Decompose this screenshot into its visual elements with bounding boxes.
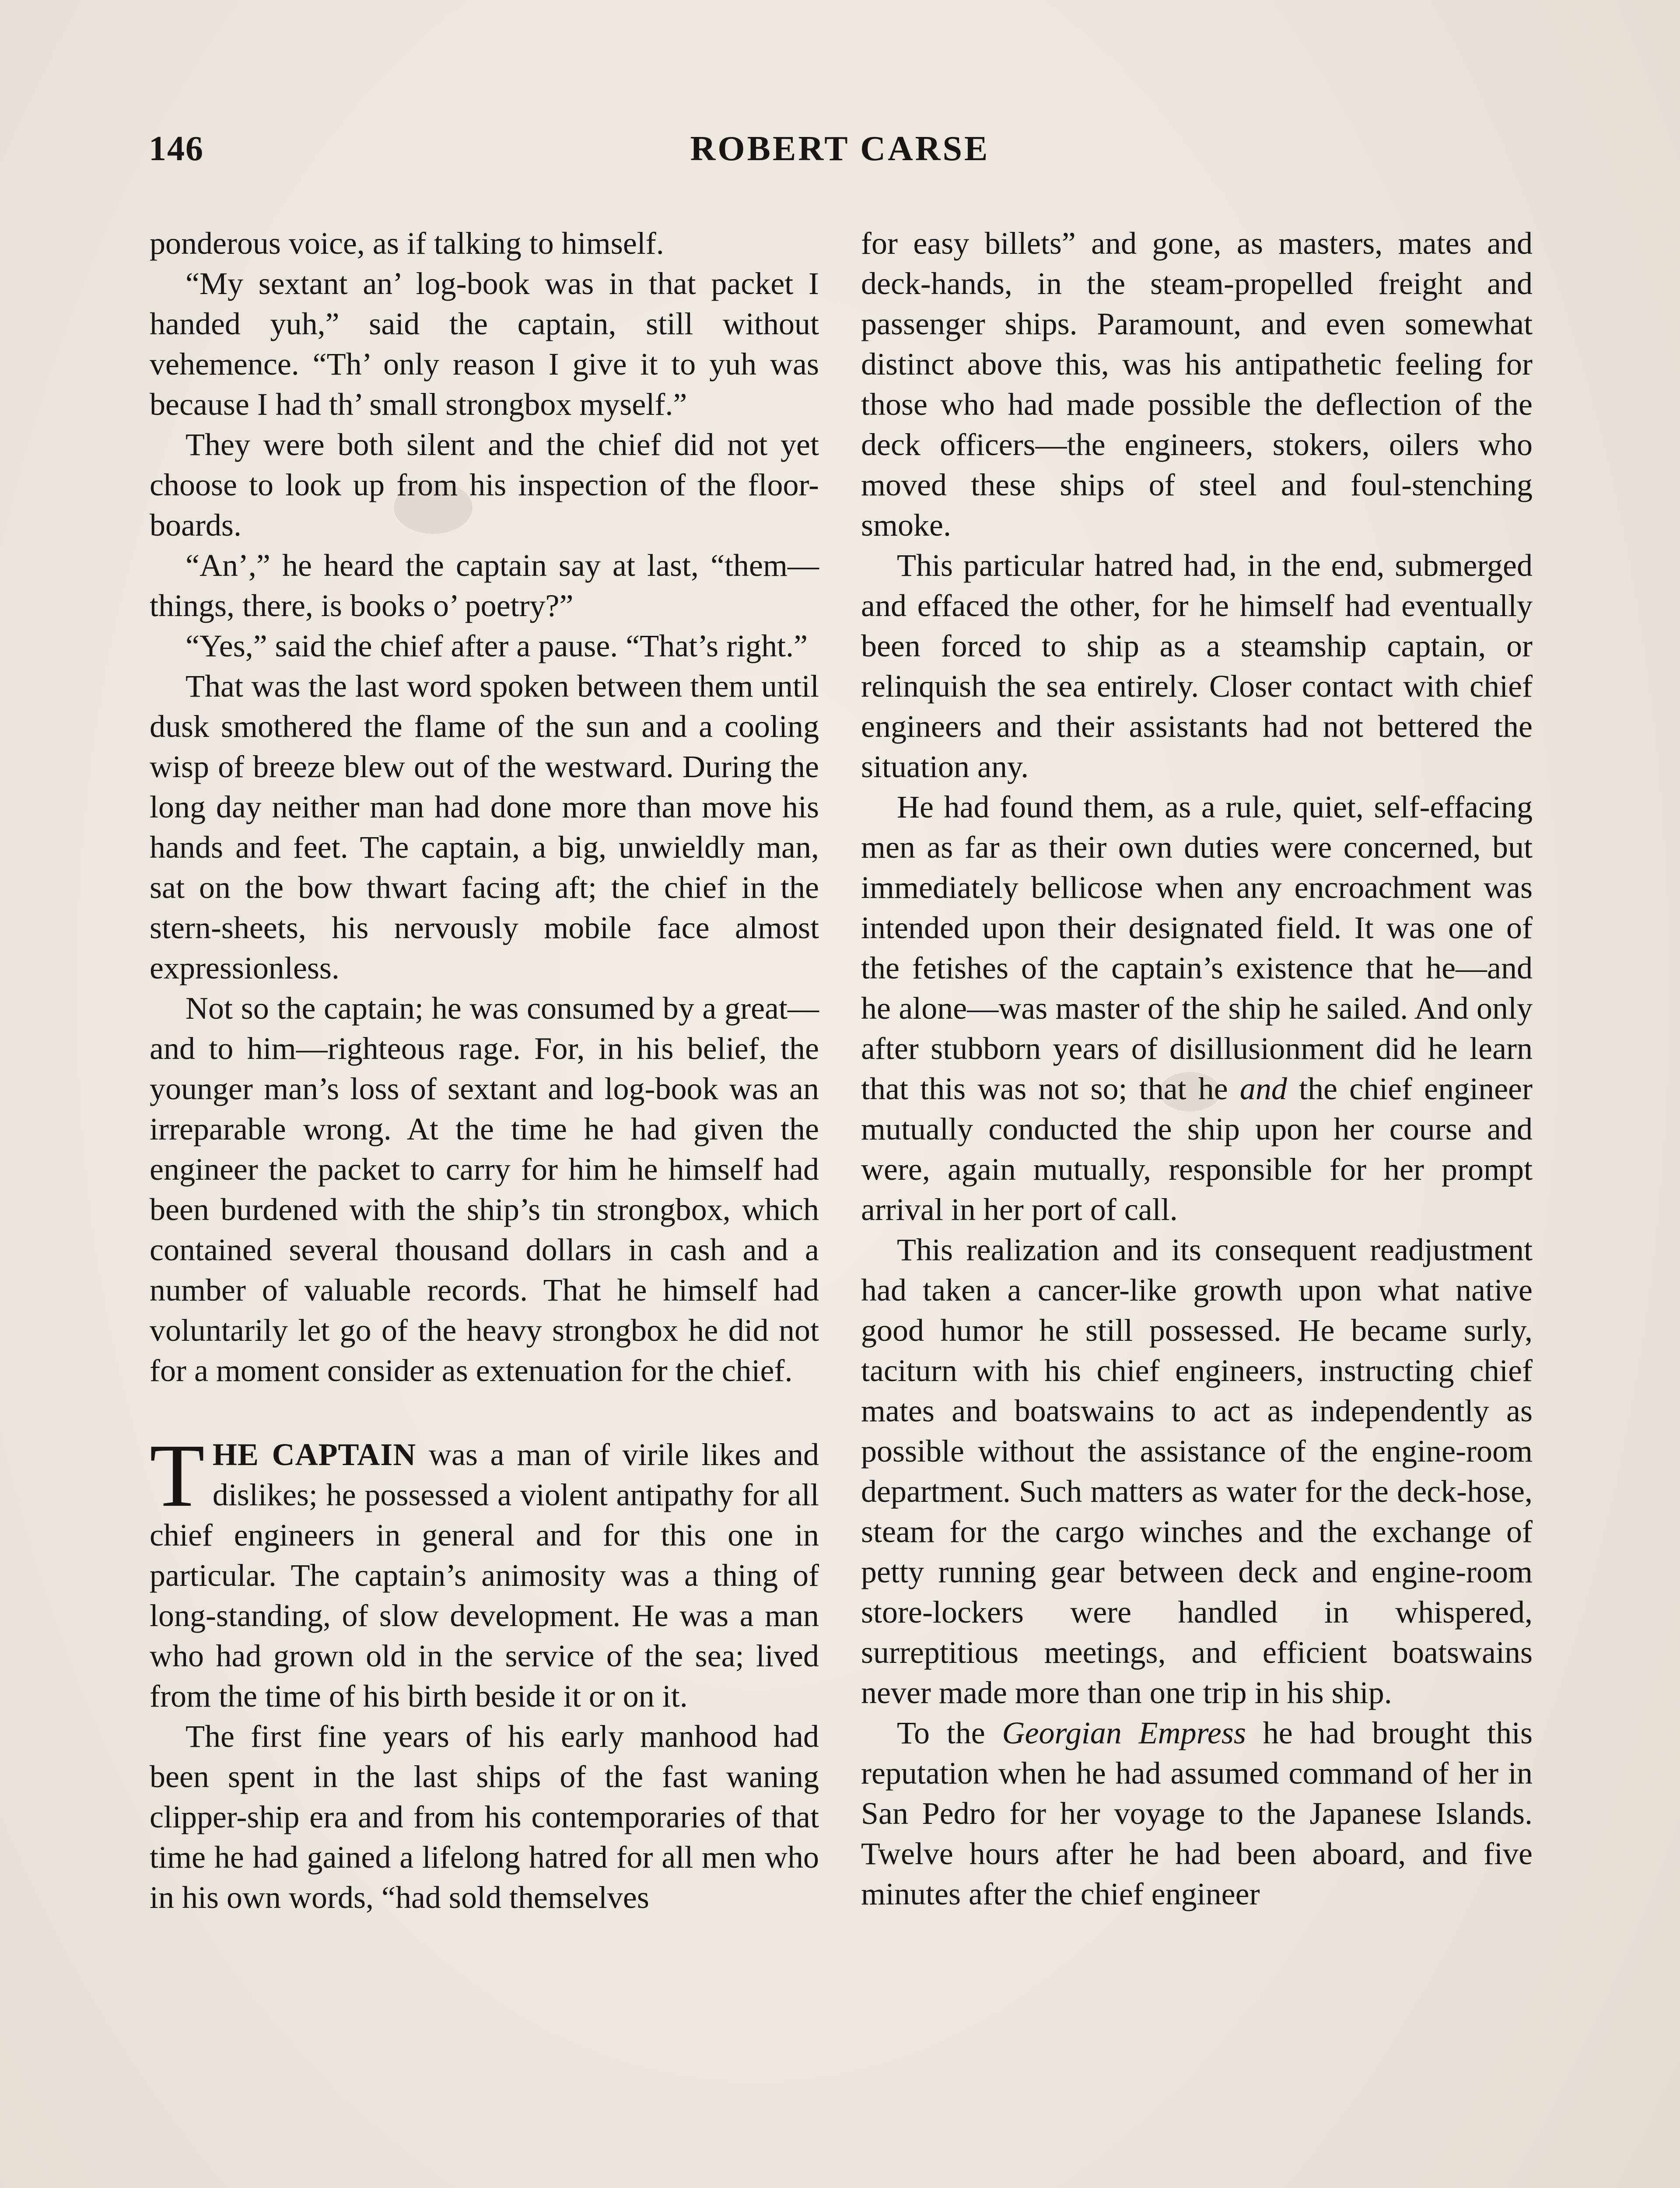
paragraph-text: the chief engineer mutually conducted the ship upon her course and were, again mutually, responsible for her prompt arrival in her port of call. <box>861 1071 1533 1227</box>
paragraph <box>861 787 1533 1230</box>
paragraph: “Yes,” said the chief after a pause. “That’s right.” <box>186 628 808 663</box>
paragraph: Not so the captain; he was consumed by a great—and to him—righteous rage. For, in his belief, the younger man’s loss of sextant and log-book was an irreparable wrong. At the time he had given the engineer the packet to carry for him he himself had been burdened with the ship’s tin strongbox, which contained several thousand dollars in cash and a number of valuable records. That he himself had voluntarily let go of the heavy strongbox he did not for a moment consider as extenuation for the chief. <box>150 991 819 1388</box>
section-break <box>150 1391 819 1434</box>
paragraph: “An’,” he heard the captain say at last, “them—things, there, is books o’ poetry?” <box>150 548 819 623</box>
lead-in-caps: HE CAPTAIN <box>212 1437 416 1472</box>
page-number: 146 <box>149 130 204 168</box>
section-opening-paragraph <box>150 1425 819 1716</box>
paragraph-text: he had brought this reputation when he had assumed command of her in San Pedro for her voyage to the Japanese Islands. Twelve hours after he had been aboard, and five minutes after the chief engineer <box>861 1715 1533 1911</box>
paragraph: “My sextant an’ log-book was in that packet I handed yuh,” said the captain, still without vehemence. “Th’ only reason I give it to yuh was because I had th’ small strongbox myself.” <box>150 266 819 422</box>
paragraph: The first fine years of his early manhood had been spent in the last ships of the fast waning clipper-ship era and from his contemporaries of that time he had gained a lifelong hatred for all men who in his own words, “had sold themselves <box>150 1719 819 1915</box>
paragraph: This particular hatred had, in the end, submerged and effaced the other, for he himself had eventually been forced to ship as a steamship captain, or relinquish the sea entirely. Closer contact with chief engineers and their assistants had not bettered the situation any. <box>861 548 1533 784</box>
left-column <box>150 223 819 1918</box>
paragraph: for easy billets” and gone, as masters, mates and deck-hands, in the steam-propelled freight and passenger ships. Paramount, and even somewhat distinct above this, was his antipathetic feeling for those who had made possible the deflection of the deck officers—the engineers, stokers, oilers who moved these ships of steel and foul-stenching smoke. <box>861 226 1533 543</box>
paragraph-text: was a man of virile likes and dislikes; he possessed a violent antipathy for all chief engineers in general and for this one in particular. The captain’s animosity was a thing of long-standing, of slow development. He was a man who had grown old in the service of the sea; lived from the time of his birth beside it or on it. <box>150 1437 819 1714</box>
running-title: ROBERT CARSE <box>690 130 990 168</box>
drop-cap: T <box>150 1425 205 1525</box>
paragraph: They were both silent and the chief did not yet choose to look up from his inspection of the floor-boards. <box>150 427 819 543</box>
paragraph <box>861 1713 1533 1914</box>
right-column <box>861 223 1533 1914</box>
paragraph-text: He had found them, as a rule, quiet, self-effacing men as far as their own duties were concerned, but immediately bellicose when any encroachment was intended upon their designated field. It was one of the fetishes of the captain’s existence that he—and he alone—was master of the ship he sailed. And only after stubborn years of disillusionment did he learn that this was not so; that he <box>861 789 1533 1106</box>
ship-name: Georgian Empress <box>1002 1715 1246 1750</box>
italic-text: and <box>1239 1071 1287 1106</box>
paragraph: ponderous voice, as if talking to himself. <box>150 226 664 261</box>
paragraph: That was the last word spoken between them until dusk smothered the flame of the sun and a cooling wisp of breeze blew out of the westward. During the long day neither man had done more than move his hands and feet. The captain, a big, unwieldly man, sat on the bow thwart facing aft; the chief in the stern-sheets, his nervously mobile face almost expressionless. <box>150 669 819 985</box>
running-head <box>149 129 1531 182</box>
paragraph-text: To the <box>897 1715 985 1750</box>
paragraph: This realization and its consequent readjustment had taken a cancer-like growth upon what native good humor he still possessed. He became surly, taciturn with his chief engineers, instructing chief mates and boatswains to act as independently as possible without the assistance of the engine-room department. Such matters as water for the deck-hose, steam for the cargo winches and the exchange of petty running gear between deck and engine-room store-lockers were handled in whispered, surreptitious meetings, and efficient boatswains never made more than one trip in his ship. <box>861 1232 1533 1710</box>
